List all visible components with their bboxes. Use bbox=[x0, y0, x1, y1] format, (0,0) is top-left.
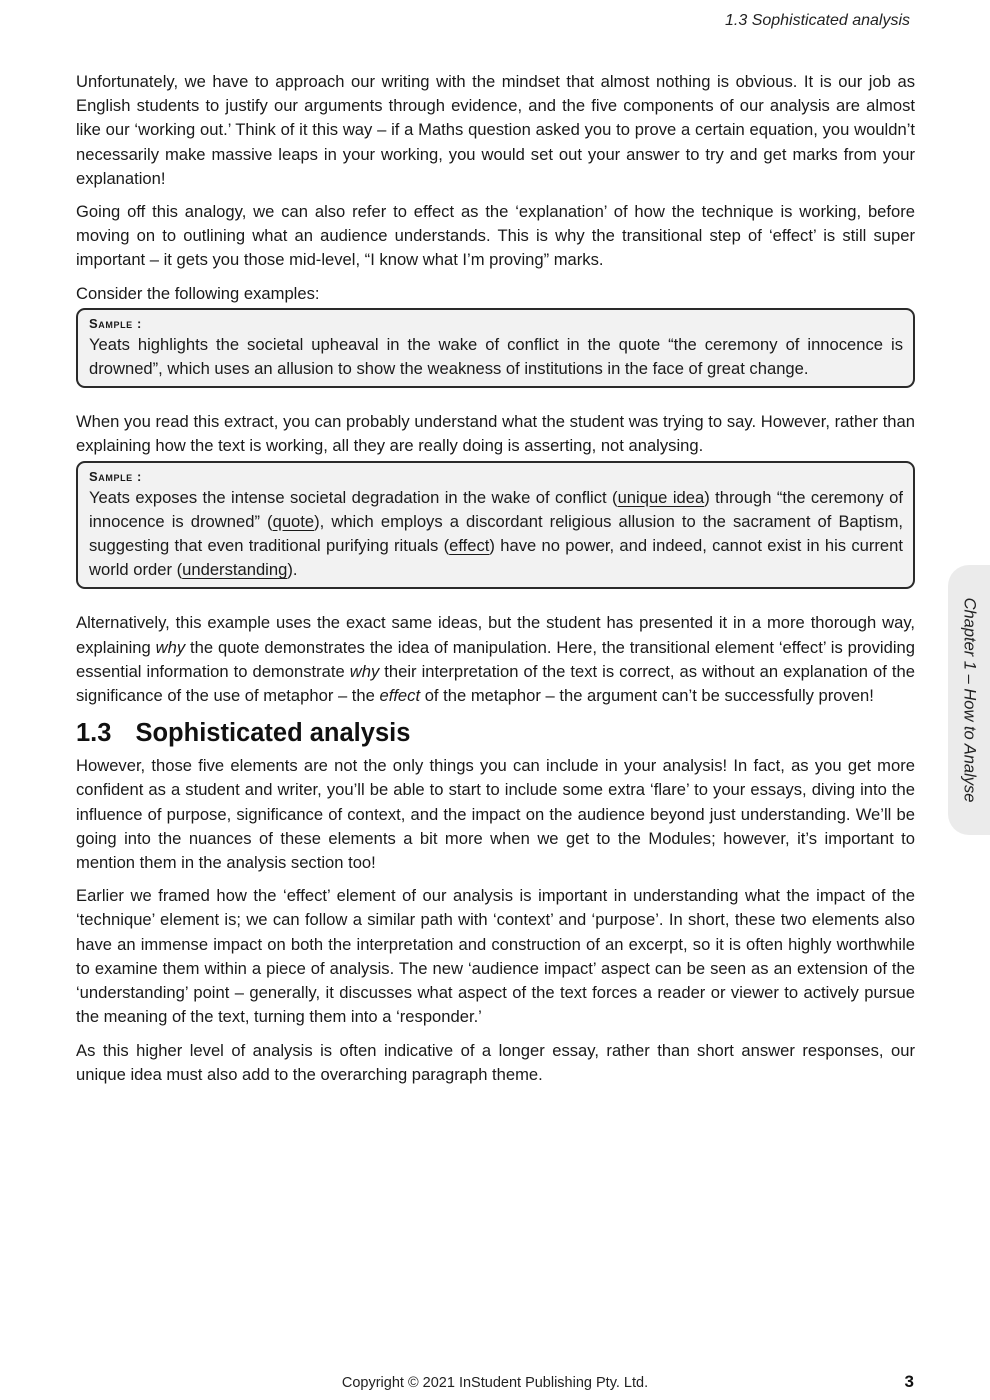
sample-text-segment: ) through “the ceremony of innocence is drowned” ( bbox=[89, 487, 903, 531]
sample-text bbox=[89, 486, 903, 583]
sample-box bbox=[76, 308, 915, 388]
chapter-side-tab bbox=[948, 565, 990, 835]
underlined-term: understanding bbox=[182, 560, 288, 580]
sample-label: Sample : bbox=[89, 468, 142, 484]
text-segment: their interpretation of the text is correct, as without an explanation of the significance of the use of metaphor – the bbox=[76, 661, 915, 706]
footer-copyright: Copyright © 2021 InStudent Publishing Pty. Ltd. bbox=[341, 1375, 649, 1391]
text-segment: Alternatively, this example uses the exact same ideas, but the student has presented it in a more thorough way, explaining bbox=[76, 613, 915, 657]
sample-label: Sample : bbox=[89, 315, 142, 331]
sample-text-segment: ). bbox=[287, 560, 298, 580]
page-number: 3 bbox=[904, 1372, 914, 1391]
emphasis: why bbox=[349, 661, 380, 681]
text-segment: of the metaphor – the argument can’t be successfully proven! bbox=[420, 686, 874, 706]
sample-box bbox=[76, 461, 915, 590]
text-segment: the quote demonstrates the idea of manipulation. Here, the transitional element ‘effect’ is providing essential information to demonstrate bbox=[76, 637, 915, 681]
paragraph: Earlier we framed how the ‘effect’ element of our analysis is important in understanding what the impact of the ‘technique’ element is; we can follow a similar path with ‘context’ and ‘purpose’. In short, these two elements also have an immense impact on both the interpretation and construction of an excerpt, so it is often highly worthwhile to examine them within a piece of analysis. The new ‘audience impact’ aspect can be seen as an extension of the ‘understanding’ point – generally, it discusses what aspect of the text forces a reader or viewer to actively pursue the meaning of the text, turning them into a ‘responder.’ bbox=[76, 886, 915, 1027]
page-body bbox=[76, 70, 915, 1096]
paragraph: Going off this analogy, we can also refer to effect as the ‘explanation’ of how the technique is working, before moving on to outlining what an audience understands. This is why the transitional step of ‘effect’ is still super important – it gets you those mid-level, “I know what I’m proving” marks. bbox=[76, 202, 915, 270]
sample-text-segment: Yeats exposes the intense societal degradation in the wake of conflict ( bbox=[89, 487, 618, 507]
section-title: Sophisticated analysis bbox=[135, 719, 411, 748]
underlined-term: unique idea bbox=[617, 487, 705, 507]
chapter-tab-text: Chapter 1 – How to Analyse bbox=[960, 597, 979, 803]
paragraph: As this higher level of analysis is often indicative of a longer essay, rather than short answer responses, our unique idea must also add to the overarching paragraph theme. bbox=[76, 1040, 915, 1084]
paragraph bbox=[76, 611, 915, 708]
sample-text-segment: ) have no power, and indeed, cannot exist in his current world order ( bbox=[89, 536, 903, 580]
paragraph: When you read this extract, you can probably understand what the student was trying to say. However, rather than explaining how the text is working, all they are really doing is asserting, not analysing. bbox=[76, 412, 915, 456]
paragraph: However, those five elements are not the only things you can include in your analysis! In fact, as you get more confident as a student and writer, you’ll be able to start to include some extra ‘flare’ to your essays, diving into the influence of purpose, significance of context, and the impact on the audience beyond just understanding. We’ll be going into the nuances of these elements a bit more when we get to the Modules; however, it’s important to mention them in the analysis section too! bbox=[76, 756, 915, 873]
emphasis: effect bbox=[379, 686, 421, 706]
section-heading bbox=[76, 718, 915, 748]
sample-text-segment: ), which employs a discordant religious allusion to the sacrament of Baptism, suggesting that even traditional purifying rituals ( bbox=[89, 511, 904, 556]
sample-text: Yeats highlights the societal upheaval in the wake of conflict in the quote “the ceremony of innocence is drowned”, which uses an allusion to show the weakness of institutions in the face of great change. bbox=[89, 334, 903, 379]
underlined-term: effect bbox=[449, 536, 490, 556]
section-number: 1.3 bbox=[76, 719, 112, 748]
paragraph: Consider the following examples: bbox=[76, 283, 320, 303]
running-header: 1.3 Sophisticated analysis bbox=[725, 12, 910, 29]
paragraph: Unfortunately, we have to approach our writing with the mindset that almost nothing is obvious. It is our job as English students to justify our arguments through evidence, and the five components of our analysis are almost like our ‘working out.’ Think of it this way – if a Maths question asked you to prove a certain equation, you wouldn’t necessarily make massive leaps in your working, you would set out your answer to try and get marks from your explanation! bbox=[76, 72, 915, 188]
chapter-tab-label bbox=[960, 598, 979, 803]
underlined-term: quote bbox=[272, 511, 315, 531]
emphasis: why bbox=[155, 637, 186, 657]
